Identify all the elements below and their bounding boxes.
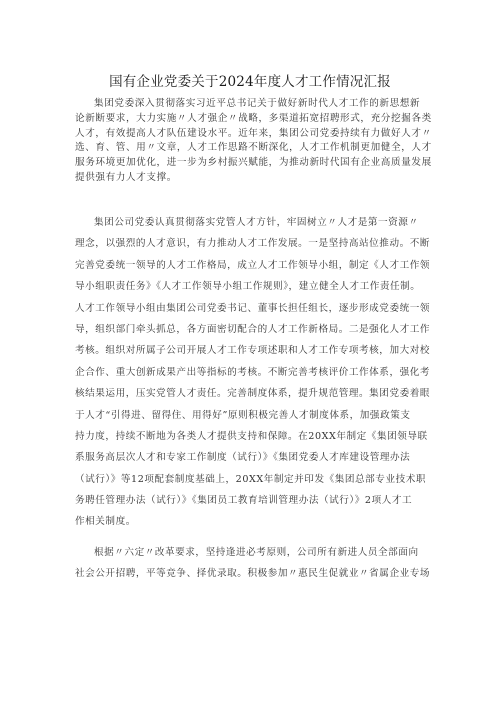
- text-line: 服务环境更加优化，进一步为乡村振兴赋能，为推动新时代国有企业高质量发展: [75, 157, 432, 169]
- text-line: 论新断要求，大力实施〃人才强企〃战略，多渠道拓宽招聘形式，充分挖掘各类: [75, 112, 432, 124]
- text-line: 考核。组织对所属子公司开展人才工作专项述职和人才工作专项考核，加大对校: [75, 345, 431, 357]
- text-line: 集团公司党委认真贯彻落实党管人才方针，牢固树立〃人才是第一资源〃: [94, 217, 419, 228]
- body-text: [75, 212, 435, 585]
- text-line: 完善党委统一领导的人才工作格局，成立人才工作领导小组，制定《人才工作领: [75, 259, 431, 271]
- text-line: 核结果运用，压实党管人才责任。完善制度体系，提升规范管理。集团党委着眼: [75, 388, 431, 400]
- text-line: 导，组织部门牵头抓总，各方面密切配合的人才工作新格局。二是强化人才工作: [75, 323, 431, 335]
- text-line: 社会公开招聘，平等竞争、择优录取。积极参加〃惠民生促就业〃省属企业专场: [75, 568, 431, 580]
- text-line: 提供强有力人才支撑。: [75, 171, 177, 183]
- text-line: 集团党委深入贯彻落实习近平总书记关于做好新时代人才工作的新思想新: [94, 98, 421, 109]
- text-line: 持力度，持续不断地为各类人才提供支持和保障。在20XX年制定《集团领导联: [75, 430, 428, 442]
- text-line: 人才工作领导小组由集团公司党委书记、董事长担任组长，逐步形成党委统一领: [75, 302, 431, 314]
- text-line: 于人才“引得进、留得住、用得好”原则积极完善人才制度体系，加强政策支: [75, 409, 411, 421]
- text-line: 系服务高层次人才和专家工作制度（试行）》《集团党委人才库建设管理办法: [75, 452, 411, 464]
- text-line: 企合作、重大创新成果产出等指标的考核。不断完善考核评价工作体系，强化考: [75, 366, 431, 378]
- text-line: （试行）》等12项配套制度基础上，20XX年制定并印发《集团总部专业技术职: [75, 473, 427, 485]
- text-line: 理念，以强烈的人才意识，有力推动人才工作发展。一是坚持高站位推动。不断: [75, 238, 431, 250]
- text-line: 导小组职责任务》《人才工作领导小组工作规则》，建立健全人才工作责任制。: [75, 281, 421, 293]
- text-line: 人才，有效提高人才队伍建设水平。近年来，集团公司党委持续有力做好人才〃: [75, 127, 432, 139]
- text-line: 选、育、管、用〃文章，人才工作思路不断深化，人才工作机制更加健全，人才: [75, 142, 432, 154]
- text-line: 务聘任管理办法（试行）》《集团员工教育培训管理办法（试行）》2项人才工: [75, 495, 413, 507]
- text-line: 根据〃六定〃改革要求，坚持逢进必考原则，公司所有新进人员全部面向: [94, 546, 419, 558]
- document-title: 国有企业党委关于2024年度人才工作情况汇报: [109, 74, 391, 90]
- text-line: 作相关制度。: [75, 516, 136, 528]
- intro-paragraph: [75, 97, 431, 186]
